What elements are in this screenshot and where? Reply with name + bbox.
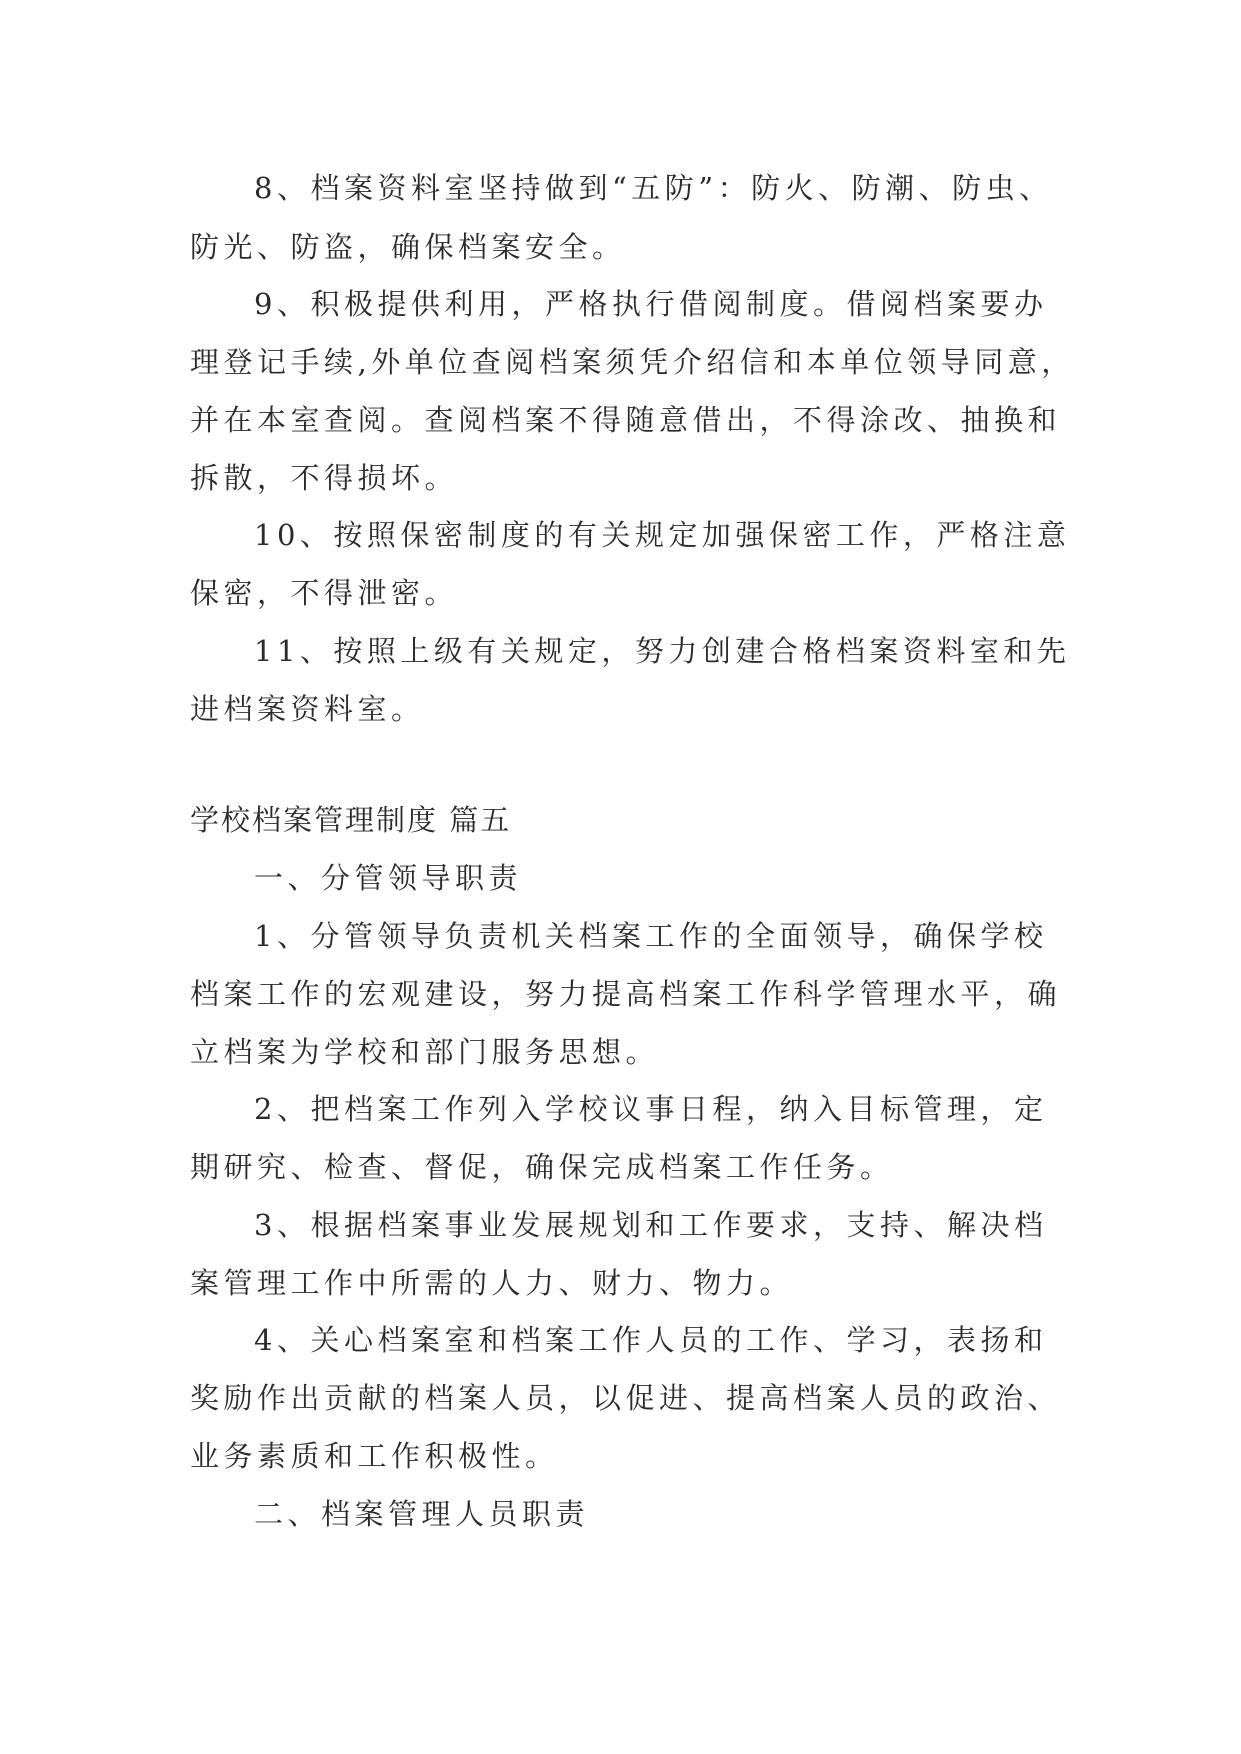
paragraph-line: 9、积极提供利用，严格执行借阅制度。借阅档案要办 (254, 287, 1048, 321)
section-title: 学校档案管理制度 篇五 (190, 803, 512, 837)
paragraph-line: 期研究、检查、督促，确保完成档案工作任务。 (190, 1150, 894, 1184)
paragraph-line: 11、按照上级有关规定，努力创建合格档案资料室和先 (254, 634, 1071, 668)
paragraph-line: 10、按照保密制度的有关规定加强保密工作，严格注意 (254, 518, 1071, 552)
paragraph-line: 3、根据档案事业发展规划和工作要求，支持、解决档 (254, 1208, 1048, 1242)
paragraph-line: 档案工作的宏观建设，努力提高档案工作科学管理水平，确 (190, 977, 1062, 1011)
paragraph-line: 4、关心档案室和档案工作人员的工作、学习，表扬和 (254, 1323, 1048, 1357)
paragraph-line: 理登记手续,外单位查阅档案须凭介绍信和本单位领导同意， (190, 345, 1075, 379)
paragraph-line: 防光、防盗，确保档案安全。 (190, 230, 626, 264)
paragraph-line: 奖励作出贡献的档案人员，以促进、提高档案人员的政治、 (190, 1381, 1062, 1415)
paragraph-line: 1、分管领导负责机关档案工作的全面领导，确保学校 (254, 919, 1048, 953)
paragraph-line: 并在本室查阅。查阅档案不得随意借出，不得涂改、抽换和 (190, 403, 1062, 437)
section-heading: 一、分管领导职责 (254, 861, 523, 895)
paragraph-line: 立档案为学校和部门服务思想。 (190, 1035, 660, 1069)
paragraph-line: 业务素质和工作积极性。 (190, 1439, 559, 1473)
paragraph-line: 保密，不得泄密。 (190, 576, 459, 610)
section-heading: 二、档案管理人员职责 (254, 1497, 590, 1531)
paragraph-line: 8、档案资料室坚持做到“五防”：防火、防潮、防虫、 (254, 171, 1053, 205)
paragraph-line: 拆散，不得损坏。 (190, 461, 459, 495)
paragraph-line: 进档案资料室。 (190, 692, 425, 726)
paragraph-line: 2、把档案工作列入学校议事日程，纳入目标管理，定 (254, 1092, 1048, 1126)
paragraph-line: 案管理工作中所需的人力、财力、物力。 (190, 1266, 794, 1300)
